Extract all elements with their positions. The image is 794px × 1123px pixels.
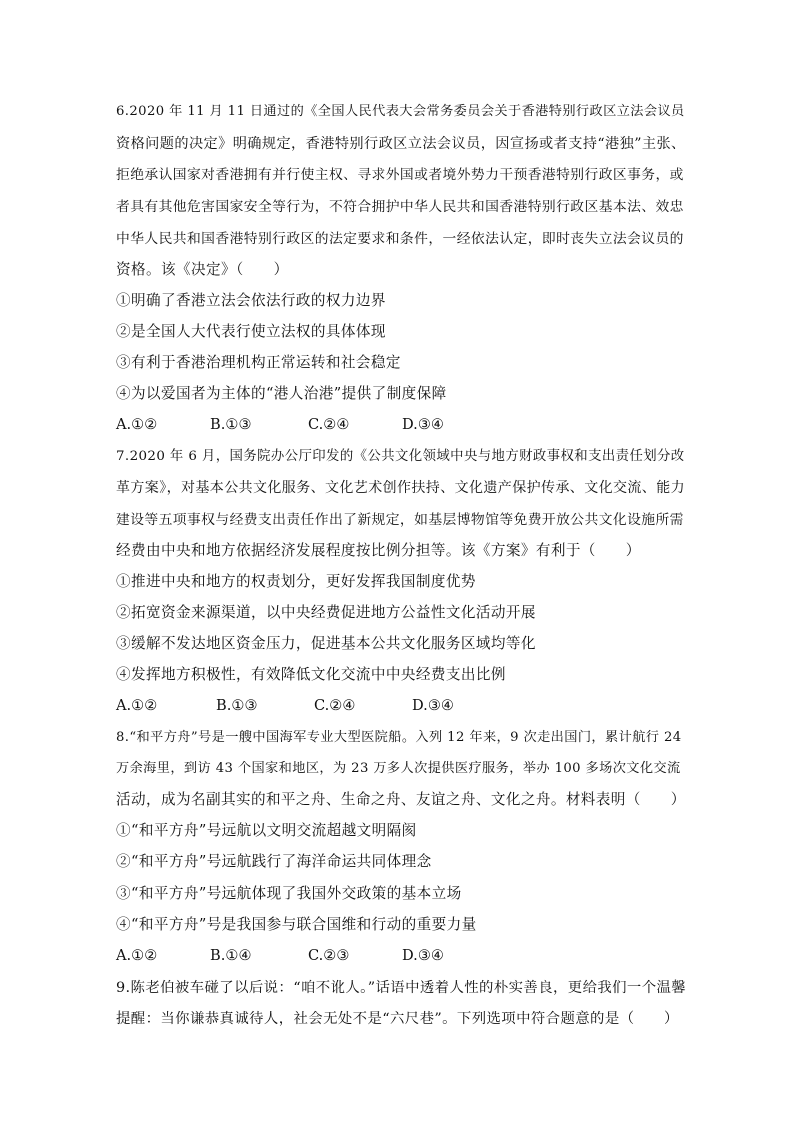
question-8-item-2: ②“和平方舟”号远航践行了海洋命运共同体理念 — [116, 853, 432, 870]
option-d: D.③④ — [402, 947, 444, 964]
question-6-item-2: ②是全国人大代表行使立法权的具体体现 — [116, 323, 386, 340]
option-a: A.①② — [116, 947, 158, 964]
option-d: D.③④ — [412, 697, 454, 714]
option-c: C.②③ — [308, 947, 350, 964]
option-a: A.①② — [116, 697, 158, 714]
question-6-item-3: ③有利于香港治理机构正常运转和社会稳定 — [116, 354, 401, 371]
question-8-item-4: ④“和平方舟”号是我国参与联合国维和行动的重要力量 — [116, 916, 477, 933]
question-7-item-4: ④发挥地方积极性，有效降低文化交流中中央经费支出比例 — [116, 666, 506, 683]
question-7-item-3: ③缓解不发达地区资金压力，促进基本公共文化服务区域均等化 — [116, 635, 536, 652]
question-6-stem-line: 6.2020 年 11 月 11 日通过的《全国人民代表大会常务委员会关于香港特别行政区立法会议员 — [116, 104, 685, 119]
option-c: C.②④ — [308, 416, 350, 433]
question-8-stem-line: 万余海里，到访 43 个国家和地区，为 23 万多人次提供医疗服务，举办 100 多场次文化交流 — [116, 761, 681, 776]
question-7-stem-line: 7.2020 年 6 月，国务院办公厅印发的《公共文化领域中央与地方财政事权和支出责任划分改 — [116, 449, 685, 464]
question-6-stem-line: 资格问题的决定》明确规定，香港特别行政区立法会议员，因宣扬或者支持“港独”主张、 — [116, 136, 686, 152]
question-6-item-1: ①明确了香港立法会依法行政的权力边界 — [116, 292, 386, 309]
question-8-stem-line: 活动，成为名副其实的和平之舟、生命之舟、友谊之舟、文化之舟。材料表明（ ） — [116, 791, 686, 808]
option-a: A.①② — [116, 416, 158, 433]
question-9-stem-line: 9.陈老伯被车碰了以后说：“咱不讹人。”话语中透着人性的朴实善良，更给我们一个温馨 — [116, 980, 687, 996]
option-b: B.①③ — [216, 697, 258, 714]
question-7-stem-line: 经费由中央和地方依据经济发展程度按比例分担等。该《方案》有利于（ ） — [116, 542, 641, 559]
option-b: B.①③ — [210, 416, 252, 433]
option-b: B.①④ — [210, 947, 252, 964]
question-6-item-4: ④为以爱国者为主体的“港人治港”提供了制度保障 — [116, 385, 447, 402]
question-6-stem-line: 中华人民共和国香港特别行政区的法定要求和条件，一经依法认定，即时丧失立法会议员的 — [116, 231, 684, 247]
question-8-item-1: ①“和平方舟”号远航以文明交流超越文明隔阂 — [116, 822, 417, 839]
question-9-stem-line: 提醒：当你谦恭真诚待人，社会无处不是“六尺巷”。下列选项中符合题意的是（ ） — [116, 1011, 679, 1027]
question-7-stem-line: 建设等五项事权与经费支出责任作出了新规定，如基层博物馆等免费开放公共文化设施所需 — [116, 512, 684, 528]
question-7-item-1: ①推进中央和地方的权责划分，更好发挥我国制度优势 — [116, 573, 476, 590]
question-8-item-3: ③“和平方舟”号远航体现了我国外交政策的基本立场 — [116, 885, 462, 902]
question-8-stem-line: 8.“和平方舟”号是一艘中国海军专业大型医院船。入列 12 年来，9 次走出国门，累计航行 24 — [116, 730, 682, 745]
question-7-item-2: ②拓宽资金来源渠道，以中央经费促进地方公益性文化活动开展 — [116, 604, 536, 621]
option-d: D.③④ — [402, 416, 444, 433]
question-6-stem-line: 拒绝承认国家对香港拥有并行使主权、寻求外国或者境外势力干预香港特别行政区事务，或 — [116, 167, 684, 183]
question-6-stem-line: 者具有其他危害国家安全等行为，不符合拥护中华人民共和国香港特别行政区基本法、效忠 — [116, 199, 684, 215]
question-7-stem-line: 革方案》，对基本公共文化服务、文化艺术创作扶持、文化遗产保护传承、文化交流、能力 — [116, 480, 685, 496]
question-6-stem-line: 资格。该《决定》（ ） — [116, 261, 289, 278]
option-c: C.②④ — [314, 697, 356, 714]
